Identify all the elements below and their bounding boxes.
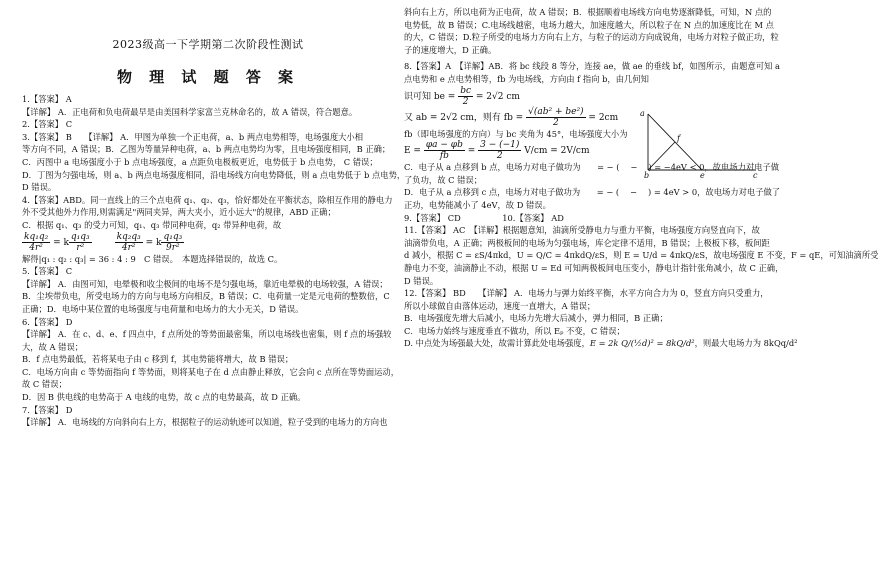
figure-label-a: a: [640, 109, 645, 118]
figure-label-c: c: [753, 171, 758, 180]
answer-5-line-2: B．尘埃带负电，所受电场力的方向与电场方向相反，B 错误；C．电荷量一定是元电荷的整数倍，C: [22, 291, 390, 302]
answer-1: 1.【答案】 A: [22, 94, 72, 104]
left-column: [22, 0, 406, 429]
answer-8-line-8: 了负功，故 C 错误；: [404, 174, 482, 185]
answer-6: 6.【答案】 D: [22, 316, 73, 327]
answer-7-cont-1: 斜向右上方，所以电荷为正电荷，故 A 错误；B．根据顺着电场线方向电势逐渐降低，可知，N 点的: [404, 7, 772, 17]
answer-7-cont-3: 的大，C 错误；D.粒子所受的电场力方向右上方，与粒子的运动方向成锐角，电场力对粒子做正功，粒: [404, 32, 779, 43]
answer-2: 2.【答案】 C: [22, 119, 73, 130]
answer-5: 5.【答案】 C: [22, 266, 73, 277]
formula-fraction: $\frac{\text{kq₁q₂}}{\text{4r²}}$: [24, 231, 49, 253]
formula-fraction: $\frac{\text{q₁q₃}}{\text{9r²}}$: [163, 231, 183, 253]
answer-4: 4.【答案】ABD。同一直线上的三个点电荷 q₁、q₂、q₃，恰好都处在平衡状态，除相互作用的静电力: [22, 194, 393, 205]
formula-fraction: $\frac{bc}{2}$: [460, 85, 472, 107]
answer-5-line-3: 正确；D．电场中某位置的电场强度与电荷量和电场力的大小无关，D 错误。: [22, 303, 304, 314]
formula-fraction: $\frac{\varphi a - \varphi b}{fb}$: [425, 140, 463, 162]
answer-3: 3.【答案】 B 【详解】 A．甲图为单独一个正电荷，a、b 两点电势相等，电场强度大小相: [22, 131, 364, 142]
answer-8-line-7: C．电子从 a 点移到 b 点，电场力对电子做功为 = − ( − ) = −4eV < 0，故电场力对电子做: [404, 162, 780, 173]
figure-label-b: b: [644, 171, 650, 180]
answer-4-line-2: 外不受其他外力作用,则需满足"两同夹异，两大夹小，近小远大"的规律，ABD 正确；: [22, 207, 336, 218]
right-column: [404, 6, 878, 350]
answer-7-detail: 【详解】 A．电场线的方向斜向右上方，根据粒子的运动轨迹可以知道，粒子受到的电场力的方向也: [22, 417, 388, 428]
formula-fraction: $\frac{\text{q₁q₃}}{\text{r²}}$: [70, 231, 90, 253]
exam-title: 2023级高一下学期第二次阶段性测试: [112, 38, 304, 51]
formula-fraction: $\frac{\text{kq₂q₃}}{\text{4r²}}$: [116, 231, 141, 253]
answer-3-line-4: D．丁图为匀强电场，则 a、b 两点电场强度相同，沿电场线方向电势降低，则 a 点电势低于 b 点电势，: [22, 169, 406, 180]
answer-7: 7.【答案】 D: [22, 404, 73, 415]
formula-fraction: $\frac{3 - (-1)}{2}$: [480, 140, 520, 162]
answer-7-cont-4: 子的速度增大，D 正确。: [404, 44, 497, 55]
answer-4-line-3: C．根据 q₁、q₃ 的受力可知，q₁、q₃ 带同种电荷，q₂ 带异种电荷，故: [22, 219, 282, 230]
answer-11: 11.【答案】 AC 【详解】根据题意知，油滴所受静电力与重力平衡，电场强度方向竖直向下，故: [404, 225, 760, 236]
answer-6-line-3: B．f 点电势最低，若将某电子由 c 移到 f，其电势能将增大，故 B 错误；: [22, 354, 294, 365]
answer-6-detail: 【详解】 A．在 c、d、e、f 四点中，f 点所处的等势面最密集，所以电场线也密集，则 f 点的场强较: [22, 329, 392, 340]
answer-8-line-9: D．电子从 a 点移到 c 点，电场力对电子做功为 = − ( − ) = 4eV > 0，故电场力对电子做了: [404, 187, 781, 198]
answer-8-line-10: 正功，电势能减小了 4eV，故 D 错误。: [404, 199, 551, 210]
answer-4-line-4: 解得|q₁ : q₂ : q₃| = 36 : 4 : 9 C 错误。 本题选择错误的，故选 C。: [22, 253, 283, 264]
answer-12-line-5: D. 中点处为场强最大处，故需计算此处电场强度，E = 2k Q/(½d)² = 8kQ/d²，则最大电场力为 8kQq/d²: [404, 338, 798, 349]
answer-4-formulas: $\frac{\text{kq₁q₂}}{\text{4r²}}$ = k $\frac{\text{q₁q₃}}{\text{r²}}$ $\frac{\text{kq₂q₃}}{\text{4r²}}$ = k $\frac{\text{q₁q₃}}{\text{9r²}}$: [24, 231, 183, 253]
answer-9-10: 9.【答案】 CD 10.【答案】 AD: [404, 212, 564, 223]
answer-11-line-2: 油滴带负电，A 正确；两极板间的电场为匀强电场，库仑定律不适用，B 错误；上极板下移，板间距: [404, 237, 770, 248]
answer-8-formula-e: E = $\frac{\varphi a - \varphi b}{fb}$ = $\frac{3 - (-1)}{2}$ V/cm = 2V/cm: [404, 140, 590, 162]
answer-11-line-5: D 错误。: [404, 275, 439, 286]
document-title: 物 理 试 题 答 案: [116, 68, 300, 86]
answer-11-line-4: 静电力不变，油滴静止不动，根据 U = Ed 可知两极板间电压变小，静电计指针张角减小，故 C 正确，: [404, 262, 784, 273]
answer-8-line-5: fb（即电场强度的方向）与 bc 夹角为 45°，电场强度大小为: [404, 128, 628, 139]
answer-8-formula-be: 识可知 be = $\frac{bc}{2}$ = 2√2 cm: [404, 85, 520, 107]
answer-1-detail: 【详解】 A．正电荷和负电荷最早是由美国科学家富兰克林命名的，故 A 错误，符合题意。: [22, 106, 358, 117]
answer-3-line-5: D 错误。: [22, 182, 57, 193]
answer-6-line-4: C．电场方向由 c 等势面指向 f 等势面，则将某电子在 d 点由静止释放，它会向 c 点所在等势面运动，: [22, 366, 400, 377]
answer-7-cont-2: 电势低，故 B 错误；C.电场线越密，电场力越大，加速度越大，所以粒子在 N 点的加速度比在 M 点: [404, 19, 774, 30]
answer-8-line-2: 点电势和 e 点电势相等，fb 为电场线，方向由 f 指向 b，由几何知: [404, 73, 649, 84]
geometry-figure: [634, 108, 764, 178]
answer-12-line-4: C．电场力始终与速度垂直不做功，所以 Eₚ 不变，C 错误；: [404, 325, 625, 336]
answer-12-line-2: 所以小球做自由落体运动，速度一直增大，A 错误；: [404, 300, 596, 311]
answer-8: 8.【答案】A 【详解】AB．将 bc 线段 8 等分，连接 ae，做 ae 的垂线 bf，如图所示，由题意可知 a: [404, 61, 780, 72]
answer-3-line-3: C．丙图中 a 电场强度小于 b 点电场强度，a 点距负电极板更近，电势低于 b 点电势， C 错误；: [22, 156, 378, 167]
formula-fraction: $\frac{\text{√(ab² + be²)}}{2}$: [528, 106, 584, 128]
answer-6-line-5: 故 C 错误；: [22, 379, 67, 390]
answer-12-line-3: B．电场强度先增大后减小，电场力先增大后减小，弹力相同，B 正确；: [404, 313, 668, 324]
answer-8-formula-fb: 又 ab = 2√2 cm，则有 fb = $\frac{\text{√(ab² + be²)}}{2}$ = 2cm: [404, 106, 619, 128]
answer-6-line-6: D．因 B 供电线的电势高于 A 电线的电势，故 c 点的电势最高，故 D 正确。: [22, 392, 306, 403]
answer-11-line-3: d 减小，根据 C = εS/4πkd，U = Q/C = 4πkdQ/εS，则 E = U/d = 4πkQ/εS，故电场强度 E 不变，F = qE，可知油滴所受: [404, 250, 878, 261]
answer-6-line-2: 大，故 A 错误；: [22, 341, 84, 352]
figure-label-f: f: [677, 134, 680, 143]
answer-12: 12.【答案】 BD 【详解】 A．电场力与弹力始终平衡，水平方向合力为 0，竖直方向只受重力，: [404, 288, 769, 299]
figure-label-e: e: [700, 171, 705, 180]
answer-5-detail: 【详解】 A．由图可知，电晕极和收尘极间的电场不是匀强电场，靠近电晕极的电场较强，A 错误；: [22, 278, 388, 289]
answer-3-line-2: 等方向不同，A 错误；B．乙图为等量异种电荷，a、b 两点电势均为零，且电场强度相同，B 正确；: [22, 144, 391, 155]
figure-line-bf: [648, 142, 675, 170]
